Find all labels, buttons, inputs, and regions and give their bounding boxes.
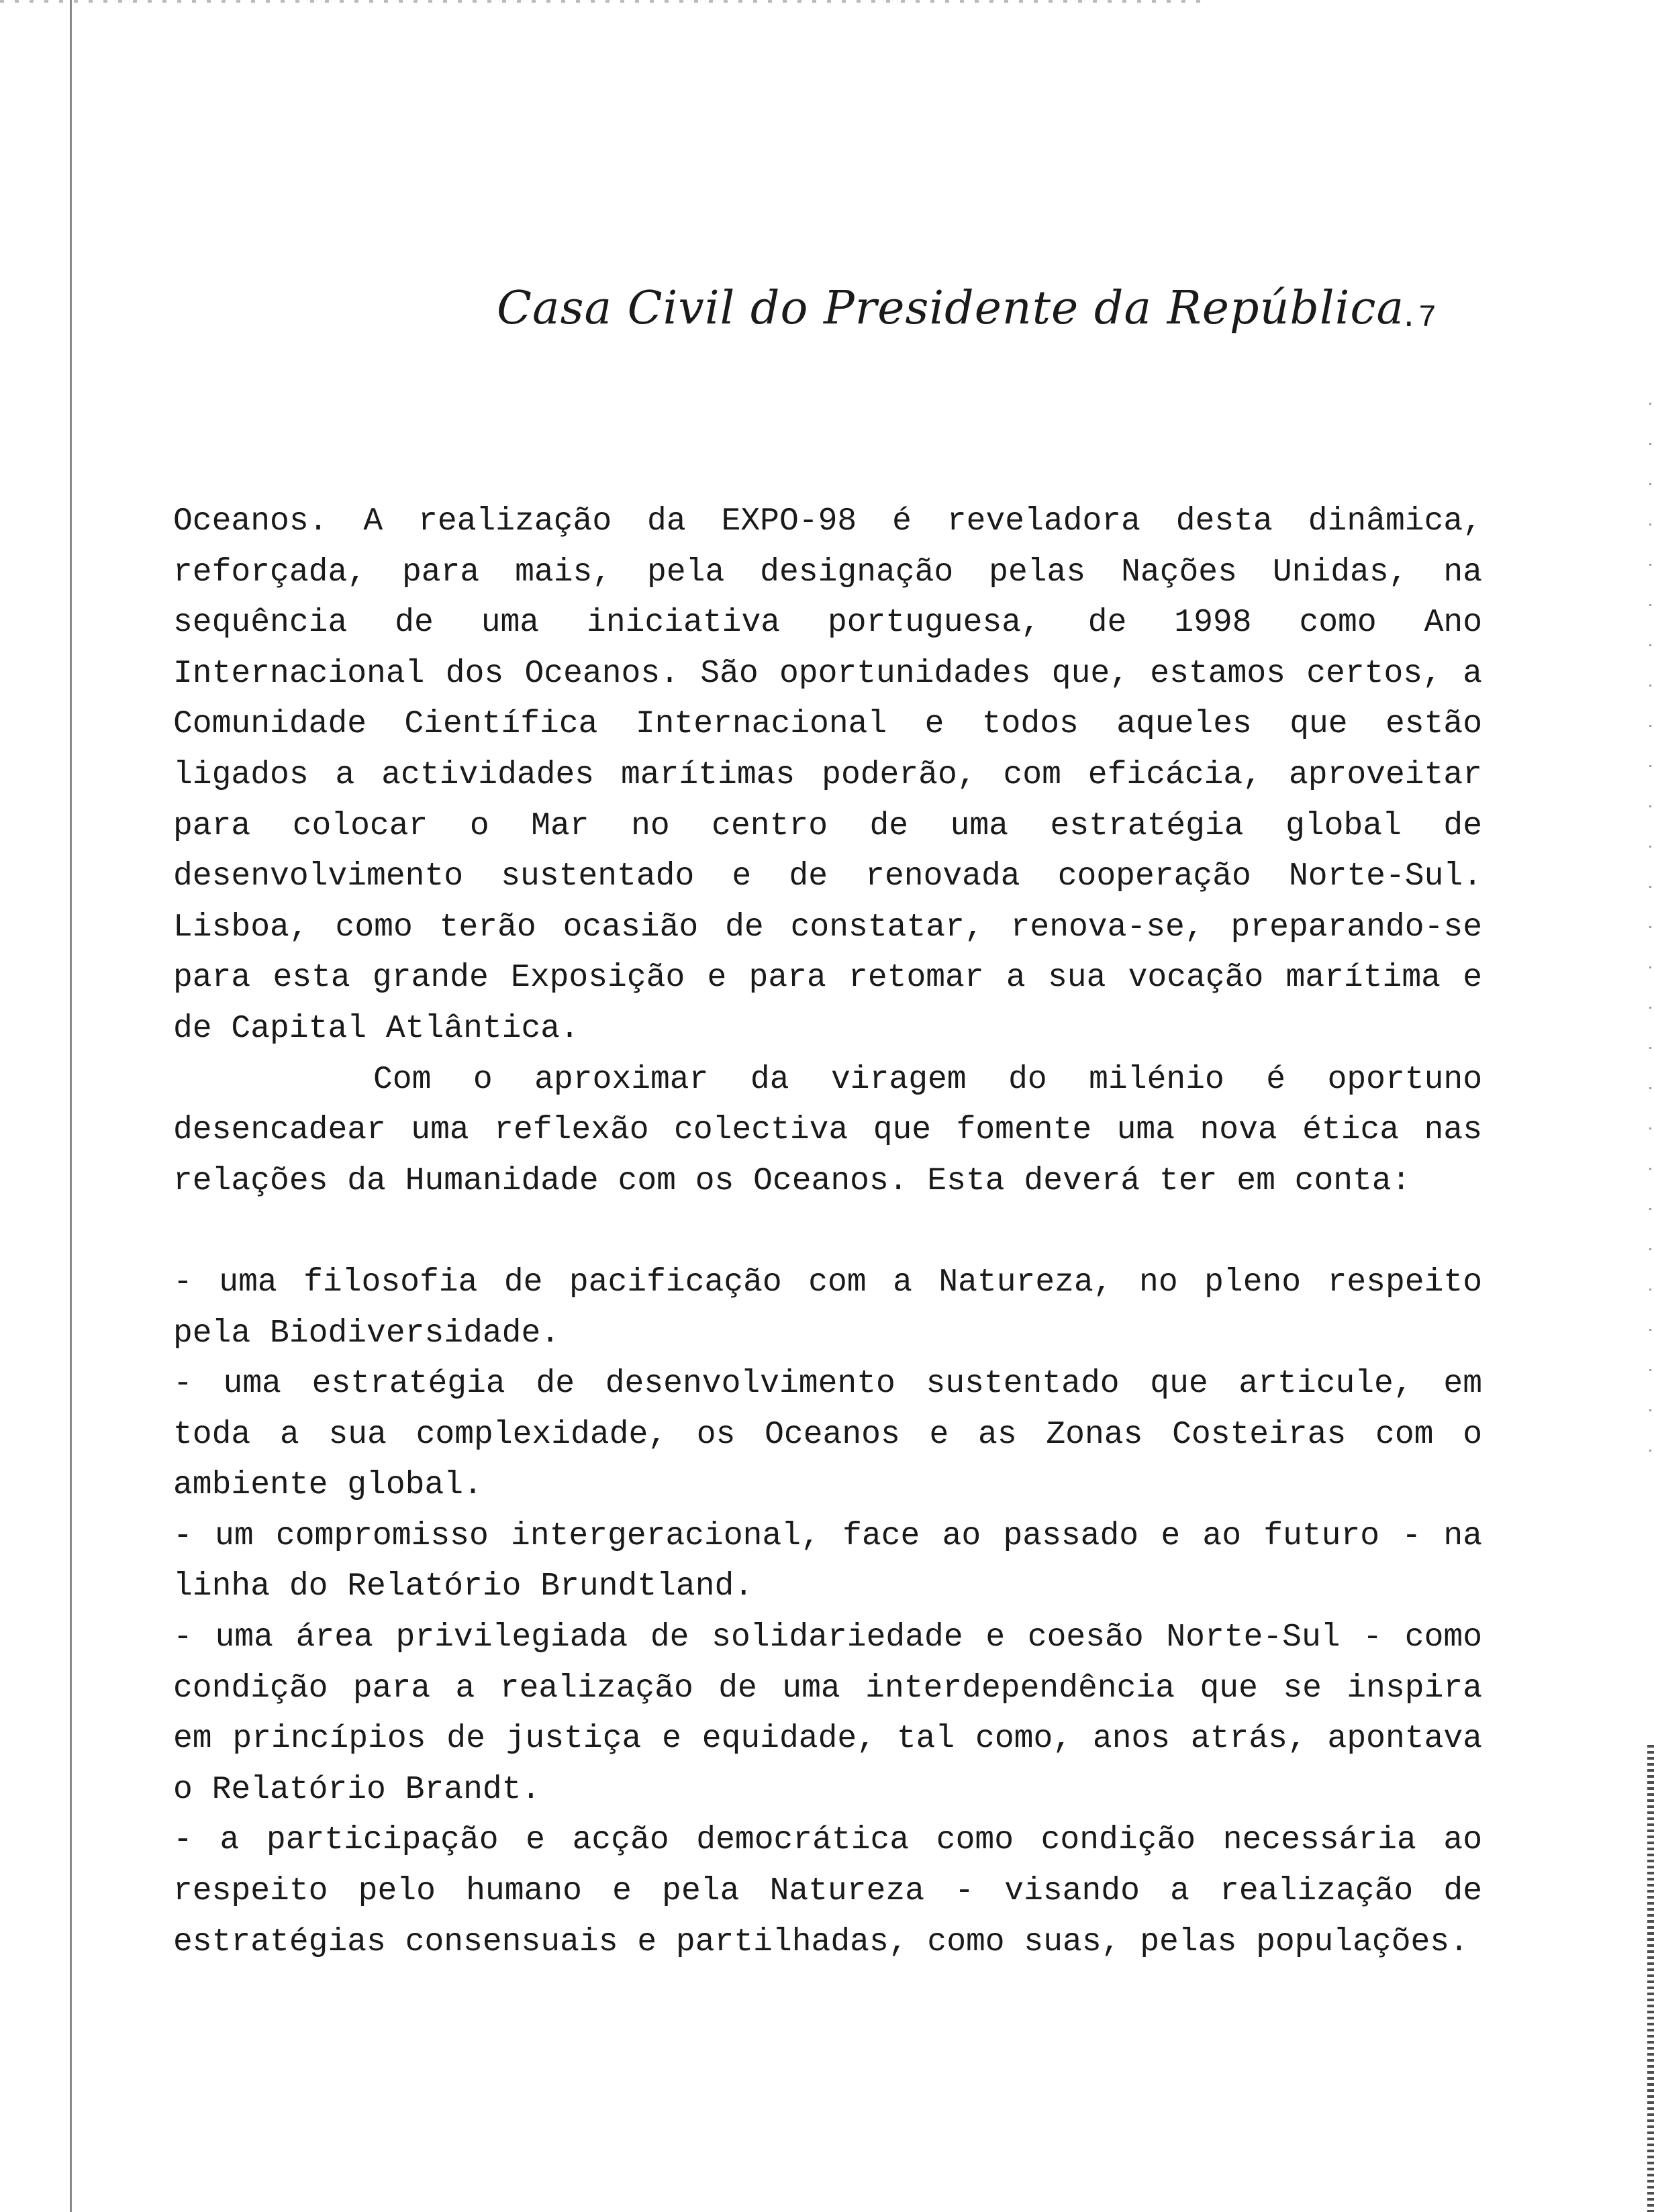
- scan-right-edge-shadow: [1647, 1745, 1654, 2212]
- list-item: - a participação e acção democrática como condição necessária ao respeito pelo humano e pela Natureza - visando a realização de estratégias consensuais e partilhadas, como suas, pelas populações.: [173, 1822, 1482, 1960]
- scan-top-edge: [0, 0, 1208, 3]
- list-item: - uma estratégia de desenvolvimento sustentado que articule, em toda a sua complexidade, os Oceanos e as Zonas Costeiras com o ambiente global.: [173, 1366, 1482, 1504]
- scan-right-edge-marks: [1649, 403, 1651, 1476]
- second-paragraph: Com o aproximar da viragem do milénio é oportuno desencadear uma reflexão colectiva que fomente uma nova ética nas relações da Humanidade com os Oceanos. Esta deverá ter em conta:: [173, 1061, 1482, 1199]
- letterhead-title: Casa Civil do Presidente da República: [497, 282, 1405, 335]
- document-body: [173, 497, 1482, 1968]
- list-item: - um compromisso intergeracional, face ao passado e ao futuro - na linha do Relatório Brundtland.: [173, 1517, 1482, 1605]
- list-item: - uma filosofia de pacificação com a Natureza, no pleno respeito pela Biodiversidade.: [173, 1264, 1482, 1352]
- page-header: [0, 282, 1654, 362]
- paragraph-spacer: [173, 1207, 1482, 1258]
- list-item: - uma área privilegiada de solidariedade e coesão Norte-Sul - como condição para a realização de uma interdependência que se inspira em princípios de justiça e equidade, tal como, anos atrás, apontava o Relatório Brandt.: [173, 1619, 1482, 1808]
- intro-paragraph: Oceanos. A realização da EXPO-98 é reveladora desta dinâmica, reforçada, para mais, pela designação pelas Nações Unidas, na sequência de uma iniciativa portuguesa, de 1998 como Ano Internacional dos Oceanos. São oportunidades que, estamos certos, a Comunidade Científica Internacional e todos aqueles que estão ligados a actividades marítimas poderão, com eficácia, aproveitar para colocar o Mar no centro de uma estratégia global de desenvolvimento sustentado e de renovada cooperação Norte-Sul. Lisboa, como terão ocasião de constatar, renova-se, preparando-se para esta grande Exposição e para retomar a sua vocação marítima e de Capital Atlântica.: [173, 503, 1482, 1047]
- page-number: .7: [1400, 301, 1437, 336]
